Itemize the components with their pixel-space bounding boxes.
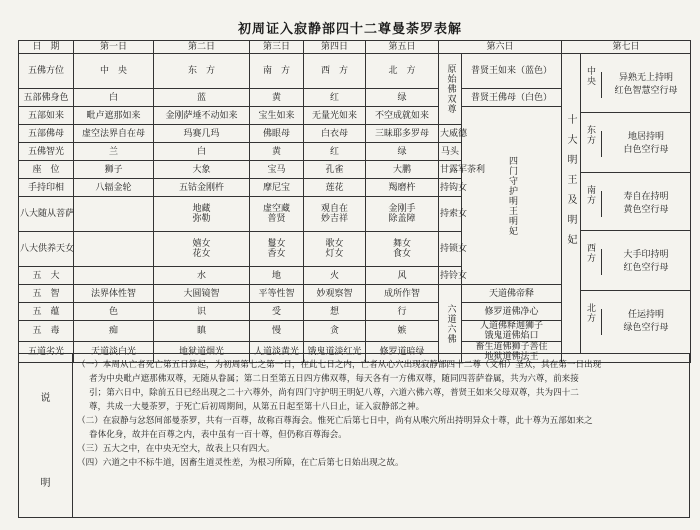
table-cell: 水 [154,267,250,285]
table-cell: 摩尼宝 [250,179,304,197]
table-cell [154,197,250,232]
day6-cell: 甘露军荼利 [439,161,462,179]
header-cell: 第六日 [439,41,562,54]
day7-text: 红色空行母 [623,263,669,273]
table-cell: 白衣母 [304,125,366,143]
table-cell: 红 [304,89,366,107]
header-cell: 日 期 [19,41,74,54]
day7-text: 任运持明 [628,310,665,320]
day7-direction: 东方 [585,125,596,145]
day6-top-label [439,54,462,125]
table-cell: 兰 [74,143,154,161]
day7-text: 绿色空行母 [623,323,669,333]
day6-cell: 大威德 [439,125,462,143]
day7-text: 异熟无上持明 [619,73,674,83]
cell-line: 除盖障 [388,214,416,224]
day6-cell: 持铃女 [439,267,462,285]
day7-block [580,290,690,353]
table-cell: 地狱道烟光 [154,342,250,363]
row-label: 五佛智光 [19,143,74,161]
header-cell: 第三日 [250,41,304,54]
day7-direction: 北方 [585,303,596,323]
row-label: 五部佛母 [19,125,74,143]
table-cell: 孔雀 [304,161,366,179]
notes-label [19,354,73,517]
cell-line: 香女 [267,249,286,259]
header-cell: 第五日 [366,41,439,54]
main-table [18,40,691,363]
day6-cell: 马头 [439,143,462,161]
note-line: （四）六道之中不标牛道，因畜生道灵性差，为根习所障，在亡后第七日始出现之故。 [77,458,404,468]
day6-cell [462,285,562,303]
table-cell [366,232,439,267]
table-cell: 大圆镜智 [154,285,250,303]
note-line: （三）五大之中，在中央无空大，故表上只有四大。 [77,444,275,454]
table-cell: 佛眼母 [250,125,304,143]
day6-low-label [439,285,462,363]
table-cell: 毗卢遮那如来 [74,107,154,125]
table-cell [74,232,154,267]
day6-line: 修罗道佛净心 [484,306,539,317]
cell-line: 虚空藏 [262,204,290,214]
day6-cell: 持钩女 [439,179,462,197]
cell-line: 观自在 [320,204,348,214]
table-cell: 地 [250,267,304,285]
day6-cell: 持索女 [439,197,462,232]
header-cell: 第四日 [304,41,366,54]
table-cell: 东 方 [154,54,250,89]
day7-text: 黄色空行母 [623,205,669,215]
table-cell: 法界体性智 [74,285,154,303]
notes-section [18,353,690,518]
table-cell: 修罗道暗绿 [366,342,439,363]
table-cell: 西 方 [304,54,366,89]
table-cell: 火 [304,267,366,285]
row-label: 八大随从菩萨 [19,197,74,232]
table-cell: 五钴金刚杵 [154,179,250,197]
table-cell: 色 [74,303,154,321]
notes-label-top: 说 [40,393,51,404]
table-cell: 痴 [74,321,154,342]
table-cell: 玛赛几玛 [154,125,250,143]
table-cell: 瞋 [154,321,250,342]
table-cell: 大象 [154,161,250,179]
row-label: 五 智 [19,285,74,303]
table-cell [304,197,366,232]
cell-line: 食女 [392,249,411,259]
cell-line: 灯女 [325,249,344,259]
table-cell: 不空成就如来 [366,107,439,125]
day6-line: 地狱道佛法王 [484,352,539,362]
note-line: 尊，共成一大曼荼罗，于死亡后初周期间，从第五日起至第十八日止，证入寂静部之神。 [89,402,425,412]
table-cell: 白 [154,143,250,161]
cell-line: 花女 [192,249,211,259]
table-cell [74,197,154,232]
cell-line: 弥勒 [192,214,211,224]
table-cell: 风 [366,267,439,285]
day7-inner [562,54,690,352]
page-title: 初周证入寂静部四十二尊曼荼罗表解 [237,22,462,37]
table-cell: 人道淡黄光 [250,342,304,363]
table-cell [304,232,366,267]
table-cell: 宝马 [250,161,304,179]
row-label: 五佛方位 [19,54,74,89]
day6-cell [462,303,562,321]
table-cell: 羯磨杵 [366,179,439,197]
table-cell: 受 [250,303,304,321]
table-cell: 贪 [304,321,366,342]
table-cell: 成所作智 [366,285,439,303]
row-label: 五部佛身色 [19,89,74,107]
table-cell: 莲花 [304,179,366,197]
table-cell [366,197,439,232]
table-cell [154,232,250,267]
cell-line: 鬘女 [267,239,286,249]
notes-body [77,358,683,470]
notes-label-bottom: 明 [40,478,51,489]
day7-block [580,230,690,291]
cell-line: 普贤 [267,214,286,224]
day6-line: 人道佛释迦狮子 [480,321,544,331]
table-cell [250,232,304,267]
table-cell: 慢 [250,321,304,342]
table-cell: 狮子 [74,161,154,179]
day7-side-label: 十大明王及明妃 [565,114,577,254]
table-cell: 黄 [250,143,304,161]
row-label: 五 毒 [19,321,74,342]
table-cell: 行 [366,303,439,321]
cell-line: 妙吉祥 [320,214,348,224]
day7-direction: 南方 [585,185,596,205]
day6-cell: 普贤王如来（蓝色） [462,54,562,89]
table-cell: 黄 [250,89,304,107]
table-cell: 中 央 [74,54,154,89]
day6-line: 畜生道佛狮子善住 [475,342,548,352]
day7-text: 白色空行母 [623,145,669,155]
cell-line: 舞女 [392,239,411,249]
note-line: 眷体化身，故并在百尊之内，表中虽有一百十尊，但仍称百尊海会。 [89,430,347,440]
table-cell: 宝生如来 [250,107,304,125]
day7-column [562,54,691,363]
day6-line: 天道佛帝释 [489,288,535,299]
row-label: 五部如来 [19,107,74,125]
cell-line: 嬉女 [192,239,211,249]
table-cell: 饿鬼道淡红光 [304,342,366,363]
table-cell: 平等性智 [250,285,304,303]
table-cell: 嫉 [366,321,439,342]
day7-text: 红色智慧空行母 [614,86,678,96]
table-cell: 金刚萨埵不动如来 [154,107,250,125]
table-cell: 大鹏 [366,161,439,179]
day6-cell [462,321,562,342]
day7-text: 大手印持明 [623,250,669,260]
header-cell: 第七日 [562,41,691,54]
table-cell: 三昧耶多罗母 [366,125,439,143]
day7-text: 寿自在持明 [623,192,669,202]
row-label: 五 大 [19,267,74,285]
table-cell: 妙观察智 [304,285,366,303]
note-line: 引；第六日中，除前五日已经出现之二十六尊外，尚有四门守护明王明妃八尊，六道六佛六尊，普贤王如来父母双尊，共为四十二 [89,388,579,398]
header-cell: 第二日 [154,41,250,54]
table-cell: 白 [74,89,154,107]
day7-text: 地居持明 [628,132,665,142]
cell-line: 地藏 [192,204,211,214]
row-label: 座 位 [19,161,74,179]
day7-block [580,54,690,112]
table-cell: 虚空法界自在母 [74,125,154,143]
header-cell: 第一日 [74,41,154,54]
table-cell: 天道淡白光 [74,342,154,363]
day6-mid-label [462,107,562,285]
day6-top-label-text: 原始佛双尊 [445,64,456,114]
table-cell: 蓝 [154,89,250,107]
table-cell [74,267,154,285]
cell-line: 歌女 [325,239,344,249]
table-cell [250,197,304,232]
row-label: 八大供养天女 [19,232,74,267]
table-cell: 绿 [366,143,439,161]
table-cell: 识 [154,303,250,321]
table-cell: 南 方 [250,54,304,89]
table-cell: 绿 [366,89,439,107]
table-cell: 想 [304,303,366,321]
day6-mid-label-text: 四门守护明王明妃 [507,155,517,236]
day6-cell: 普贤王佛母（白色） [462,89,562,107]
table-cell: 八辐金轮 [74,179,154,197]
table-cell: 红 [304,143,366,161]
day7-direction: 中央 [585,66,596,86]
row-label: 五道劣光 [19,342,74,363]
cell-line: 金刚手 [388,204,416,214]
day7-direction: 西方 [585,243,596,263]
day6-line: 饿鬼道佛焰口 [484,331,539,341]
row-label: 手持印相 [19,179,74,197]
note-line: （一）本周从亡者死亡第五日算起，为初周第七之第一日，在此七日之内，亡者从心穴出现寂静部四十二尊（文相）圣众，其在第一日出现 [77,360,602,370]
row-label: 五 蕴 [19,303,74,321]
note-line: （二）在寂静与忿怒间部曼荼罗，共有一百尊，故称百尊海会。惟死亡后第七日中，尚有从喉穴所出持明异众十尊，此十尊为五部如来之 [77,416,593,426]
day6-cell: 持锁女 [439,232,462,267]
table-cell: 北 方 [366,54,439,89]
day6-low-label-text: 六道六佛 [445,303,456,344]
day7-block [580,172,690,231]
note-line: 者为中央毗卢遮那佛双尊，无随从眷属；第二日至第五日四方佛双尊，每天各有一方佛双尊，随同四菩萨眷属，共为六尊，前来接 [89,374,579,384]
day7-block [580,112,690,173]
table-cell: 无量光如来 [304,107,366,125]
